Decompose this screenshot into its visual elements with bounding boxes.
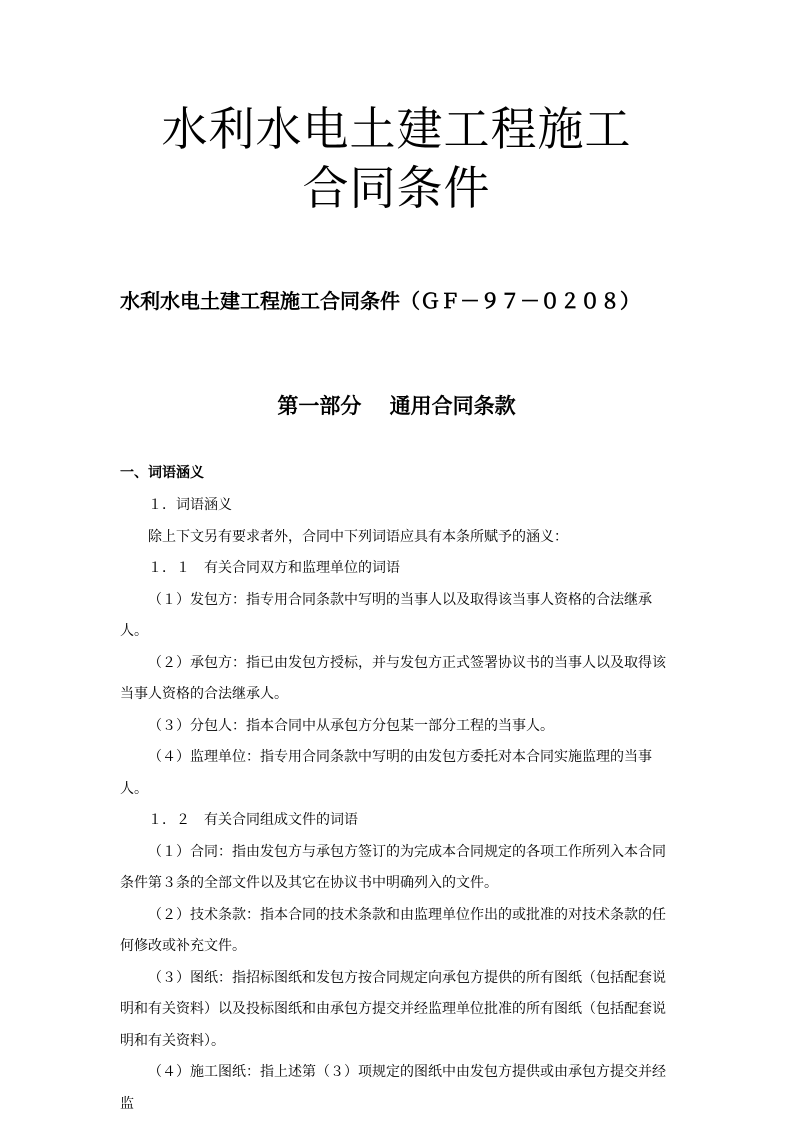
document-title-line-1: 水利水电土建工程施工	[161, 102, 632, 156]
paragraph: １．１ 有关合同双方和监理单位的词语	[148, 560, 400, 576]
paragraph: 除上下文另有要求者外，合同中下列词语应具有本条所赋予的涵义：	[148, 528, 568, 545]
paragraph: １．词语涵义	[148, 497, 232, 513]
paragraph: （４）监理单位：指专用合同条款中写明的由发包方委托对本合同实施监理的当事人。	[120, 749, 652, 797]
paragraph: １．２ 有关合同组成文件的词语	[148, 812, 358, 828]
document-subtitle: 水利水电土建工程施工合同条件（ＧＦ－９７－０２０８）	[120, 289, 640, 313]
part-title: 第一部分 通用合同条款	[277, 393, 516, 418]
body-text	[120, 490, 676, 1120]
section-heading: 一、词语涵义	[120, 465, 204, 481]
document-title-line-2: 合同条件	[302, 161, 491, 215]
paragraph: （１）发包方：指专用合同条款中写明的当事人以及取得该当事人资格的合法继承人。	[120, 591, 652, 639]
paragraph: （３）图纸：指招标图纸和发包方按合同规定向承包方提供的所有图纸（包括配套说明和有关资料）以及投标图纸和由承包方提交并经监理单位批准的所有图纸（包括配套说明和有关资料）。	[120, 969, 666, 1049]
paragraph: （３）分包人：指本合同中从承包方分包某一部分工程的当事人。	[148, 717, 554, 734]
paragraph: （１）合同：指由发包方与承包方签订的为完成本合同规定的各项工作所列入本合同条件第３条的全部文件以及其它在协议书中明确列入的文件。	[120, 843, 666, 891]
paragraph: （２）承包方：指已由发包方授标，并与发包方正式签署协议书的当事人以及取得该当事人资格的合法继承人。	[120, 654, 666, 702]
paragraph: （２）技术条款：指本合同的技术条款和由监理单位作出的或批准的对技术条款的任何修改或补充文件。	[120, 906, 666, 954]
paragraph: （４）施工图纸：指上述第（３）项规定的图纸中由发包方提供或由承包方提交并经监	[120, 1064, 666, 1112]
